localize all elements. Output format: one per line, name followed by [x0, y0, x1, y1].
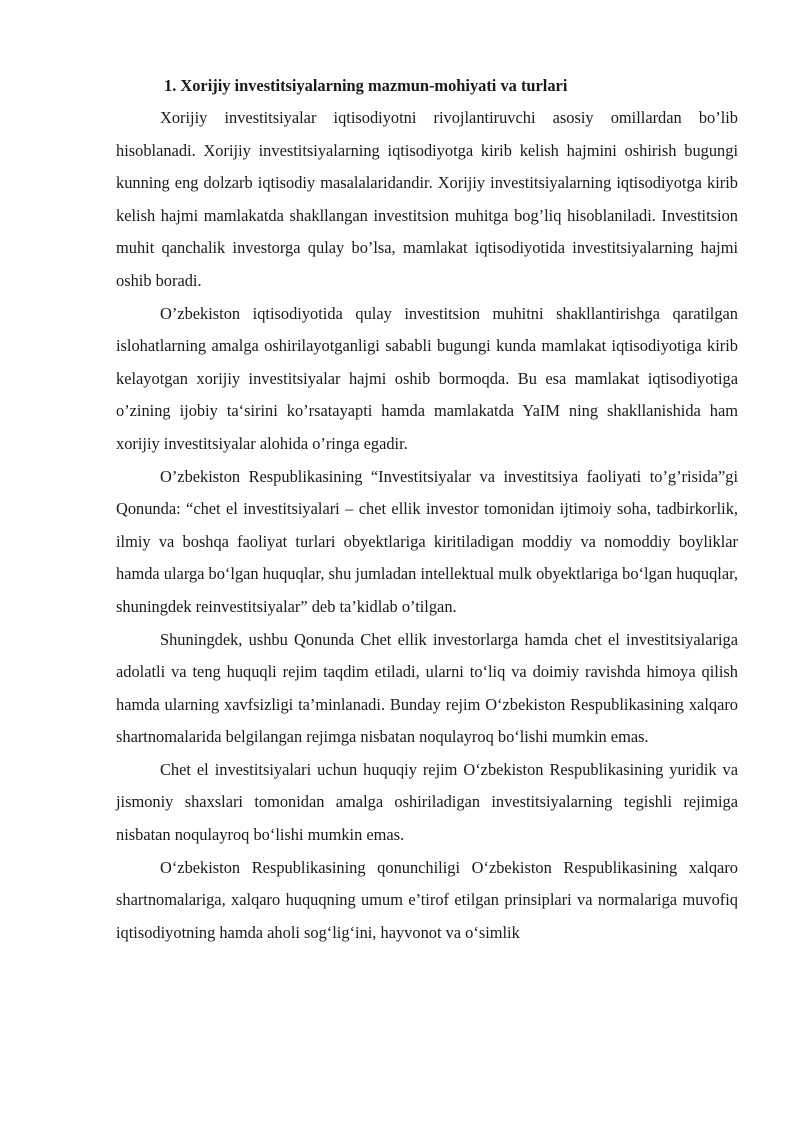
paragraph-1: Xorijiy investitsiyalar iqtisodiyotni rivojlantiruvchi asosiy omillardan bo’lib hisoblanadi. Xorijiy investitsiyalarning iqtisodiyotga kirib kelish hajmini oshirish bugungi kunning eng dolzarb iqtisodiy masalalaridandir. Xorijiy investitsiyalarning iqtisodiyotga kirib kelish hajmi mamlakatda shakllangan investitsion muhitga bog’liq hisoblaniladi. Investitsion muhit qanchalik investorga qulay bo’lsa, mamlakat iqtisodiyotida investitsiyalarning hajmi oshib boradi. — [116, 108, 738, 290]
paragraph-4: Shuningdek, ushbu Qonunda Chet ellik investorlarga hamda chet el investitsiyalariga adolatli va teng huquqli rejim taqdim etiladi, ularni to‘liq va doimiy ravishda himoya qilish hamda ularning xavfsizligi ta’minlanadi. Bunday rejim O‘zbekiston Respublikasining xalqaro shartnomalarida belgilangan rejimga nisbatan noqulayroq bo‘lishi mumkin emas. — [116, 629, 738, 747]
paragraph-5: Chet el investitsiyalari uchun huquqiy rejim O‘zbekiston Respublikasining yuridik va jismoniy shaxslari tomonidan amalga oshiriladigan investitsiyalarning tegishli rejimiga nisbatan noqulayroq bo‘lishi mumkin emas. — [116, 759, 738, 845]
section-heading: 1. Xorijiy investitsiyalarning mazmun-mohiyati va turlari — [164, 76, 568, 95]
document-body — [116, 70, 738, 949]
paragraph-2: O’zbekiston iqtisodiyotida qulay investitsion muhitni shakllantirishga qaratilgan islohatlarning amalga oshirilayotganligi sababli bugungi kunda mamlakat iqtisodiyotiga kirib kelayotgan xorijiy investitsiyalar hajmi oshib bormoqda. Bu esa mamlakat iqtisodiyotiga o’zining ijobiy ta‘sirini ko’rsatayapti hamda mamlakatda YaIM ning shakllanishida ham xorijiy investitsiyalar alohida o’ringa egadir. — [116, 303, 738, 453]
paragraph-3: O’zbekiston Respublikasining “Investitsiyalar va investitsiya faoliyati to’g’risida”gi Qonunda: “chet el investitsiyalari – chet ellik investor tomonidan ijtimoiy soha, tadbirkorlik, ilmiy va boshqa faoliyat turlari obyektlariga kiritiladigan moddiy va nomoddiy boyliklar hamda ularga bo‘lgan huquqlar, shu jumladan intellektual mulk obyektlariga bo‘lgan huquqlar, shuningdek reinvestitsiyalar” deb ta’kidlab o’tilgan. — [116, 466, 738, 616]
paragraph-6: O‘zbekiston Respublikasining qonunchiligi O‘zbekiston Respublikasining xalqaro shartnomalariga, xalqaro huquqning umum e’tirof etilgan prinsiplari va normalariga muvofiq iqtisodiyotning hamda aholi sog‘lig‘ini, hayvonot va o‘simlik — [116, 857, 738, 942]
